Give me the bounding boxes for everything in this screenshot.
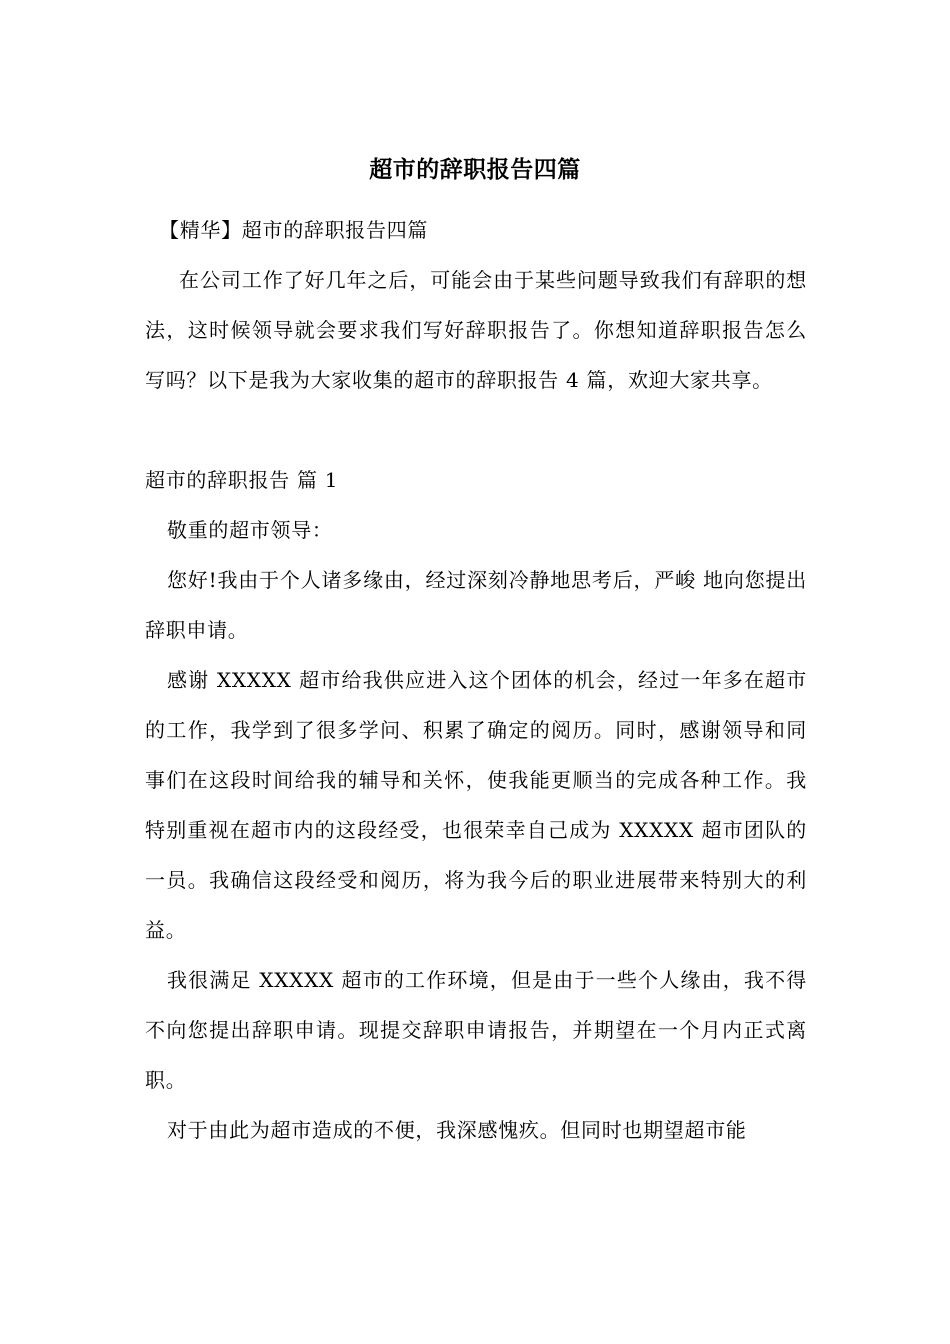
- body-paragraph-2: 感谢 XXXXX 超市给我供应进入这个团体的机会，经过一年多在超市的工作，我学到了很多学问、积累了确定的阅历。同时，感谢领导和同事们在这段时间给我的辅导和关怀，使我能更顺当的完成各种工作。我特别重视在超市内的这段经受，也很荣幸自己成为 XXXXX 超市团队的一员。我确信这段经受和阅历，将为我今后的职业进展带来特别大的利益。: [145, 668, 807, 942]
- body-paragraph-3: 我很满足 XXXXX 超市的工作环境，但是由于一些个人缘由，我不得不向您提出辞职申请。现提交辞职申请报告，并期望在一个月内正式离职。: [145, 968, 807, 1092]
- document-title: 超市的辞职报告四篇: [369, 156, 581, 183]
- section-heading: 超市的辞职报告 篇 1: [145, 468, 339, 492]
- salutation: 敬重的超市领导：: [167, 518, 333, 542]
- document-body: [145, 205, 807, 1155]
- body-paragraph-4: 对于由此为超市造成的不便，我深感愧疚。但同时也期望超市能: [167, 1118, 747, 1142]
- body-paragraph-1: 您好!我由于个人诸多缘由，经过深刻冷静地思考后，严峻 地向您提出辞职申请。: [145, 568, 807, 642]
- document-subtitle: 【精华】超市的辞职报告四篇: [159, 218, 429, 242]
- intro-paragraph: 在公司工作了好几年之后，可能会由于某些问题导致我们有辞职的想法，这时候领导就会要求我们写好辞职报告了。你想知道辞职报告怎么写吗？以下是我为大家收集的超市的辞职报告 4 篇，欢迎大家共享。: [145, 268, 807, 392]
